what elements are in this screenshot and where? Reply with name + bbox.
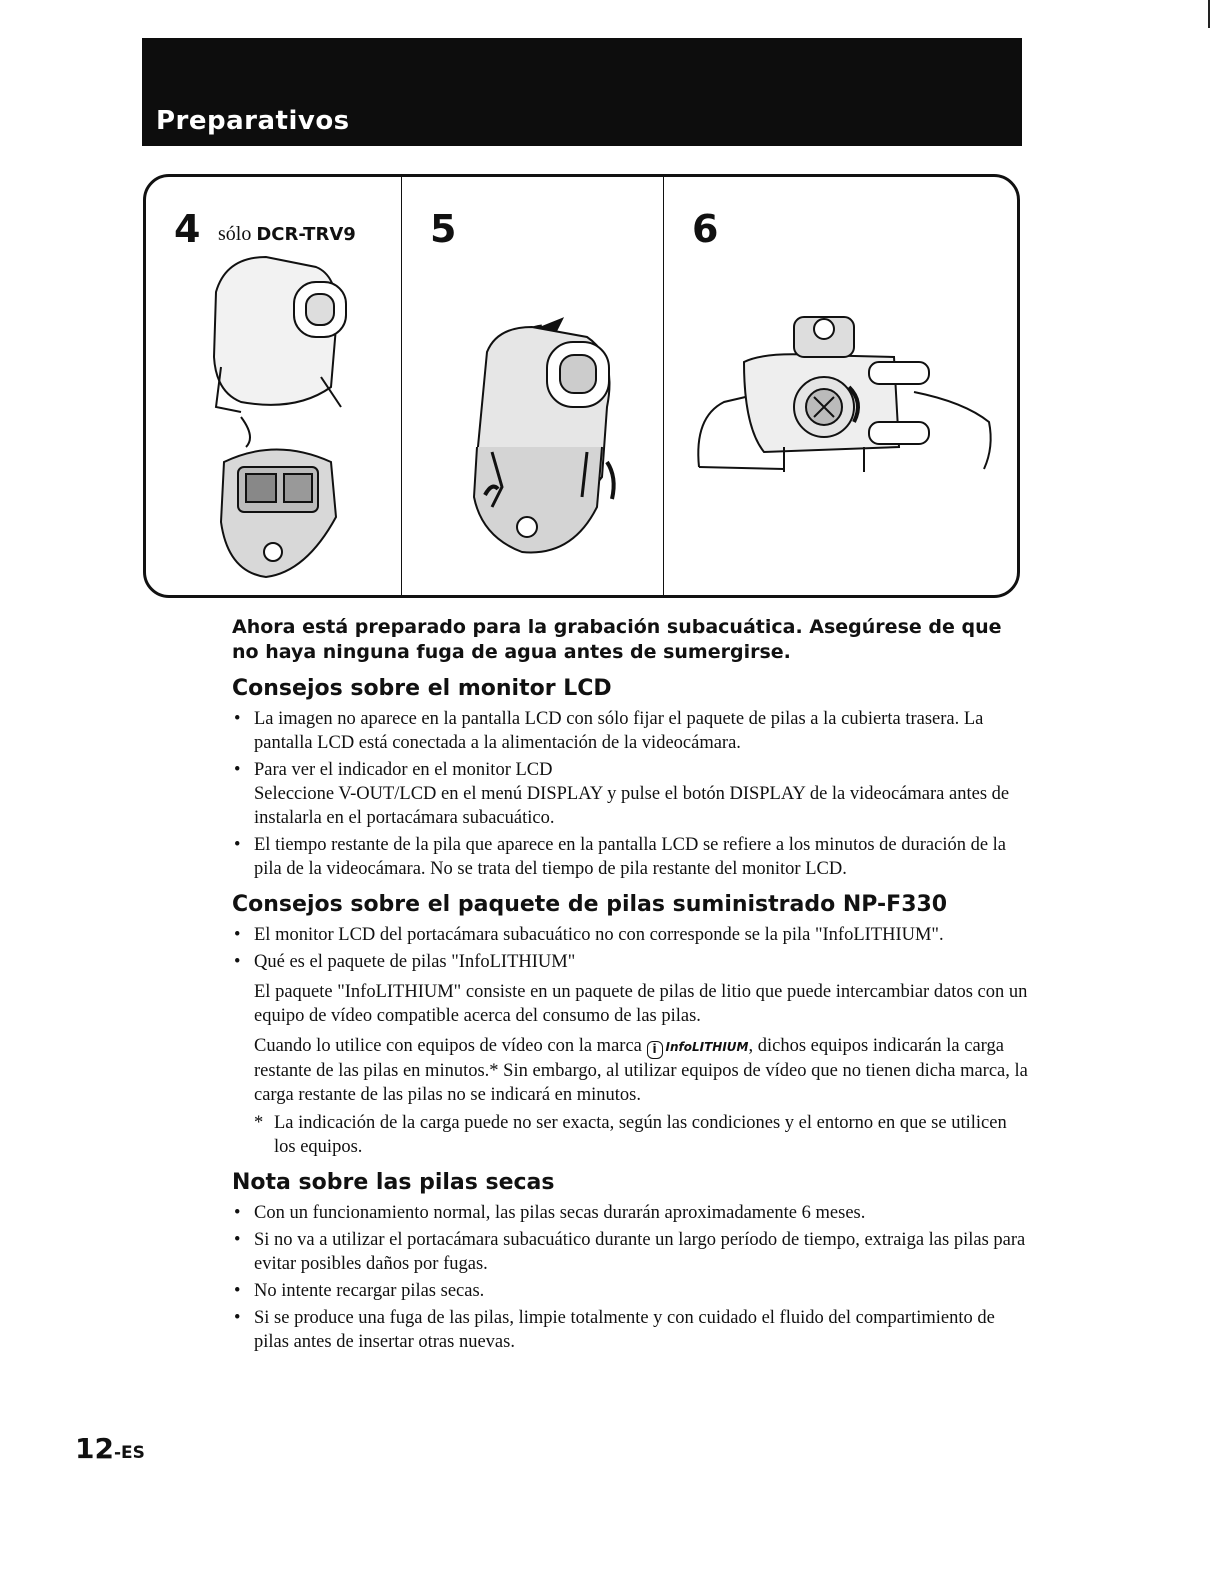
list-item-text: Si se produce una fuga de las pilas, limpie totalmente y con cuidado el fluido del compartimiento de pilas antes de insertar otras nuevas. — [254, 1308, 995, 1352]
main-content — [232, 615, 1032, 1364]
step-number: 5 — [430, 207, 457, 251]
list-item — [232, 1306, 1032, 1354]
list-item — [232, 758, 1032, 830]
info-icon: i — [647, 1041, 663, 1059]
list-item-detail: Seleccione V-OUT/LCD en el menú DISPLAY y pulse el botón DISPLAY de la videocámara antes de instalarla en el portacámara subacuático. — [254, 784, 1010, 828]
page-number-value: 12 — [75, 1432, 114, 1465]
footnote — [254, 1111, 1032, 1159]
list-item-paragraph — [254, 1034, 1032, 1107]
list-item — [232, 1201, 1032, 1225]
step-panel-6 — [663, 177, 1020, 595]
list-item-text: La imagen no aparece en la pantalla LCD con sólo fijar el paquete de pilas a la cubierta trasera. La pantalla LCD está conectada a la alimentación de la videocámara. — [254, 709, 984, 753]
infolithium-logo — [647, 1035, 749, 1059]
battery-tips-list — [232, 923, 1032, 1159]
list-item-text: El tiempo restante de la pila que aparece en la pantalla LCD se refiere a los minutos de duración de la pila de la videocámara. No se trata del tiempo de pila restante del monitor LCD. — [254, 835, 1007, 879]
list-item — [232, 1279, 1032, 1303]
list-item — [232, 950, 1032, 1159]
section-header-bar — [142, 38, 1022, 146]
lcd-tips-list — [232, 707, 1032, 881]
footnote-mark: * — [254, 1113, 264, 1133]
infolithium-logo-text: InfoLITHIUM — [665, 1040, 749, 1054]
list-item-text: Si no va a utilizar el portacámara subacuático durante un largo período de tiempo, extraiga las pilas para evitar posibles daños por fugas. — [254, 1230, 1026, 1274]
list-item — [232, 707, 1032, 755]
step-number: 4 — [174, 207, 201, 251]
intro-text: Ahora está preparado para la grabación subacuática. Asegúrese de que no haya ninguna fuga de agua antes de sumergirse. — [232, 616, 1002, 663]
section-title: Preparativos — [156, 106, 350, 136]
step-note-prefix: sólo — [218, 223, 252, 245]
lcd-tips-heading: Consejos sobre el monitor LCD — [232, 676, 612, 701]
footnote-text: La indicación de la carga puede no ser exacta, según las condiciones y el entorno en que se utilicen los equipos. — [274, 1113, 1007, 1157]
step-number: 6 — [692, 207, 719, 251]
page-edge-mark — [1208, 0, 1210, 28]
step-note — [218, 223, 356, 246]
list-item — [232, 923, 1032, 947]
list-item — [232, 833, 1032, 881]
step-panel-4 — [146, 177, 401, 595]
list-item-text: No intente recargar pilas secas. — [254, 1281, 485, 1301]
paragraph-text: Cuando lo utilice con equipos de vídeo con la marca — [254, 1036, 642, 1056]
page-number — [75, 1432, 145, 1465]
step-panel-5 — [401, 177, 663, 595]
list-item-text: El monitor LCD del portacámara subacuático no con corresponde se la pila "InfoLITHIUM". — [254, 925, 944, 945]
step-note-model: DCR-TRV9 — [256, 224, 356, 245]
page-number-suffix: -ES — [113, 1443, 145, 1463]
list-item-text: • Qué es el paquete de pilas "InfoLITHIUM" — [254, 952, 576, 972]
paragraph-text: , dichos equipos indicarán la carga restante de las pilas en minutos.* Sin embargo, al utilizar equipos de vídeo que no tienen dicha marca, la carga restante de las pilas no se indicará en minutos. — [254, 1036, 1028, 1105]
list-item-text: • Para ver el indicador en el monitor LCD — [254, 760, 553, 780]
battery-tips-heading: Consejos sobre el paquete de pilas suministrado NP-F330 — [232, 892, 948, 917]
dry-battery-heading: Nota sobre las pilas secas — [232, 1170, 555, 1195]
dry-battery-list — [232, 1201, 1032, 1354]
list-item-text: Con un funcionamiento normal, las pilas secas durarán aproximadamente 6 meses. — [254, 1203, 866, 1223]
list-item — [232, 1228, 1032, 1276]
list-item-paragraph: El paquete "InfoLITHIUM" consiste en un paquete de pilas de litio que puede intercambiar datos con un equipo de vídeo compatible acerca del consumo de las pilas. — [254, 982, 1028, 1026]
illustration-frame — [143, 174, 1020, 598]
